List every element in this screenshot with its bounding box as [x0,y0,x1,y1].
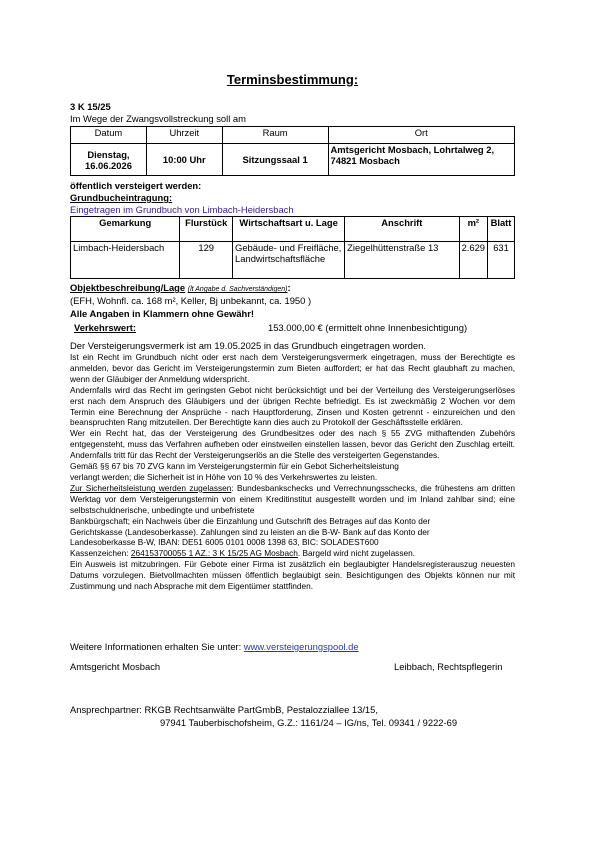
contact-line-2: 97941 Tauberbischofsheim, G.Z.: 1161/24 – IG/ns, Tel. 09341 / 9222-69 [160,717,458,728]
objekt-line [70,282,291,293]
paragraph-zulassung [70,483,515,516]
verkehrswert-label: Verkehrswert: [74,322,137,333]
schedule-room: Sitzungssaal 1 [222,144,328,176]
court-name: Amtsgericht Mosbach [70,661,161,672]
disclaimer: Alle Angaben in Klammern ohne Gewähr! [70,308,255,319]
paragraph-buergschaft: Bankbürgschaft; ein Nachweis über die Einzahlung und Gutschrift des Betrages auf das Konto der [70,515,431,526]
property-blatt: 631 [488,242,515,279]
zulassung-heading: Zur Sicherheitsleistung werden zugelassen [70,482,232,493]
property-wirtschaftsart: Gebäude- und Freifläche, Landwirtschaftsfläche [233,242,345,279]
property-m2: 2.629 [459,242,487,279]
paragraph-iban: Landesoberkasse B-W, IBAN: DE51 6005 0101 0008 1398 63, BIC: SOLADEST600 [70,537,379,548]
clerk-name: Leibbach, Rechtspflegerin [394,661,503,672]
schedule-time: 10:00 Uhr [146,144,222,176]
verkehrswert-value: 153.000,00 € (ermittelt ohne Innenbesichtigung) [268,322,468,333]
info-prefix: Weitere Informationen erhalten Sie unter: [70,641,244,652]
paragraph-ausweis: Ein Ausweis ist mitzubringen. Für Gebote einer Firma ist zusätzlich ein beglaubigter Handelsregisterauszug neuesten Datums vorzulegen. Bietvollmachten müssen öffentlich beglaubigt sein. Besichtigungen des Objekts können nur mit Zustimmung und nach Absprache mit dem Eigentümer stattfinden. [70,559,515,592]
objekt-colon: : [287,282,291,293]
document-title: Terminsbestimmung: [226,72,359,87]
info-line [70,641,359,652]
property-header-blatt: Blatt [488,217,515,242]
property-table [70,216,515,279]
paragraph-anmeldung: Ist ein Recht im Grundbuch nicht oder erst nach dem Versteigerungsvermerk eingetragen, muss der Berechtigte es anmelden, bevor das Gericht im Versteigerungstermin zum Bieten auffordert; er hat das Recht glaubhaft zu machen, wenn der Gläubiger der Anmeldung widerspricht. [70,352,515,384]
paragraph-sicherheit-1: Gemäß §§ 67 bis 70 ZVG kann im Versteigerungstermin für ein Gebot Sicherheitsleistung [70,461,399,472]
zulassung-text: : Bundesbankschecks und Verrechnungsschecks, die frühestens am dritten Werktag vor dem Versteigerungstermin von einem Kreditinstitut ausgestellt worden und im Inland zahlbar sind; eine selbstschuldnerische, unbedingte und unbefristete [70,482,515,515]
property-header-wirtschaftsart: Wirtschaftsart u. Lage [233,217,345,242]
property-header-flurstueck: Flurstück [180,217,233,242]
auction-line: öffentlich versteigert werden: [70,180,202,191]
grundbuch-text: Eingetragen im Grundbuch von Limbach-Heidersbach [70,204,294,215]
paragraph-kassenzeichen [70,548,515,559]
paragraph-sicherheit-2: verlangt werden; die Sicherheit ist in Höhe von 10 % des Verkehrswertes zu leisten. [70,471,378,482]
property-flurstueck: 129 [180,242,233,279]
contact-line-1: Ansprechpartner: RKGB Rechtsanwälte PartGmbB, Pestalozziallee 13/15, [70,704,378,715]
schedule-header-time: Uhrzeit [146,127,222,144]
intro-text: Im Wege der Zwangsvollstreckung soll am [70,113,246,124]
paragraph-gerichtskasse: Gerichtskasse (Landesoberkasse). Zahlungen sind zu leisten an die B-W- Bank auf das Konto der [70,526,430,537]
objekt-text: (EFH, Wohnfl. ca. 168 m², Keller, Bj unbekannt, ca. 1950 ) [70,295,312,306]
kassenzeichen-label: Kassenzeichen: [70,548,131,559]
property-anschrift: Ziegelhüttenstraße 13 [345,242,459,279]
legal-text [70,352,515,592]
bargeld-note: . Bargeld wird nicht zugelassen. [297,548,416,559]
info-link[interactable]: www.versteigerungspool.de [243,641,359,652]
objekt-heading: Objektbeschreibung/Lage [70,282,186,293]
property-header-m2: m² [459,217,487,242]
property-header-gemarkung: Gemarkung [71,217,180,242]
schedule-table [70,126,515,176]
property-header-anschrift: Anschrift [345,217,459,242]
schedule-header-room: Raum [222,127,328,144]
vermerk-text: Der Versteigerungsvermerk ist am 19.05.2025 in das Grundbuch eingetragen worden. [70,340,426,351]
schedule-place: Amtsgericht Mosbach, Lohrtalweg 2, 74821 Mosbach [328,144,514,176]
schedule-date: Dienstag, 16.06.2026 [71,144,147,176]
paragraph-aufhebung: Wer ein Recht hat, das der Versteigerung des Grundbesitzes oder des nach § 55 ZVG mithaftenden Zubehörs entgegensteht, muss das Verfahren aufheben oder einstweilen einstellen lassen, bevor das Gericht den Zuschlag erteilt. Andernfalls tritt für das Recht der Versteigerungserlös an die Stelle des versteigerten Gegenstandes. [70,428,515,461]
schedule-header-date: Datum [71,127,147,144]
property-gemarkung: Limbach-Heidersbach [71,242,180,279]
objekt-note: (lt Angabe d. Sachverständigen) [187,286,288,293]
paragraph-geringstes-gebot: Andernfalls wird das Recht im geringsten Gebot nicht berücksichtigt und bei der Verteilung des Versteigerungserlöses erst nach dem Anspruch des Gläubigers und der übrigen Rechte befriedigt. Es ist zweckmäßig 2 Wochen vor dem Termin eine Berechnung der Ansprüche - nach Hauptforderung, Zinsen und Kosten getrennt - einzureichen und den beanspruchten Rang mitzuteilen. Der Berechtigte kann dies auch zu Protokoll der Geschäftsstelle erklären. [70,384,515,428]
case-number: 3 K 15/25 [70,101,111,112]
schedule-header-place: Ort [328,127,514,144]
kassenzeichen-value: 264153700055 1 AZ.: 3 K 15/25 AG Mosbach [130,548,298,559]
grundbuch-heading: Grundbucheintragung: [70,192,173,203]
